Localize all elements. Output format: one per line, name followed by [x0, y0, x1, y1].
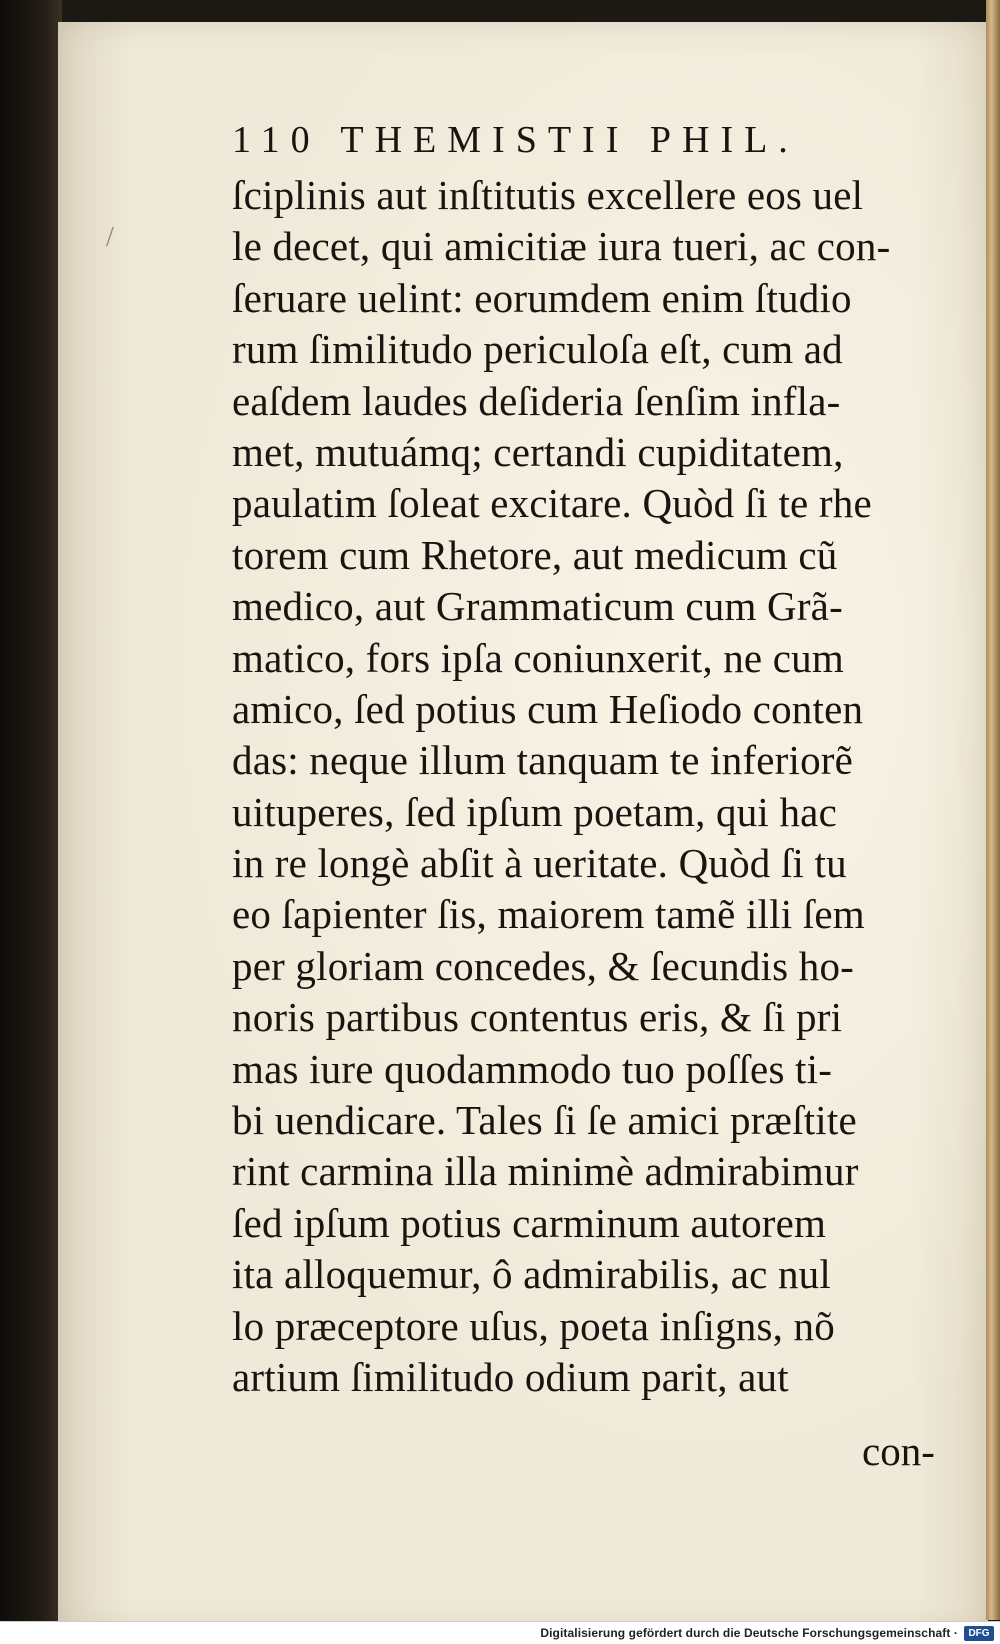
text-line: paulatim ſoleat excitare. Quòd ſi te rhe [232, 480, 872, 527]
text-line: lo præceptore uſus, poeta inſigns, nõ [232, 1302, 835, 1349]
text-line: ſed ipſum potius carminum autorem [232, 1199, 827, 1246]
text-line: rint carmina illa minimè admirabimur [232, 1148, 859, 1195]
scan-background-left [0, 0, 62, 1644]
text-line: rum ſimilitudo periculoſa eſt, cum ad [232, 326, 843, 373]
text-line: met, mutuámq; certandi cupiditatem, [232, 428, 844, 475]
text-line: noris partibus contentus eris, & ſi pri [232, 994, 843, 1041]
footer-bar [0, 1621, 1000, 1644]
catchword: con- [862, 1428, 935, 1474]
text-line: uituperes, ſed ipſum poetam, qui hac [232, 788, 837, 835]
text-line: artium ſimilitudo odium parit, aut [232, 1353, 789, 1400]
text-line: ita alloquemur, ô admirabilis, ac nul [232, 1251, 831, 1298]
text-line: eaſdem laudes deſideria ſenſim infla- [232, 377, 841, 424]
text-line: bi uendicare. Tales ſi ſe amici præſtite [232, 1097, 857, 1144]
text-line: le decet, qui amicitiæ iura tueri, ac con- [232, 223, 891, 270]
page-edge [986, 0, 1000, 1620]
text-line: ſciplinis aut inſtitutis excellere eos uel [232, 172, 864, 218]
text-line: per gloriam concedes, & ſecundis ho- [232, 942, 854, 989]
text-line: medico, aut Grammaticum cum Grã- [232, 583, 843, 630]
text-line: in re longè abſit à ueritate. Quòd ſi tu [232, 840, 847, 887]
dfg-logo-icon: DFG [964, 1626, 994, 1641]
margin-mark: / [106, 222, 114, 253]
digitization-credit: Digitalisierung gefördert durch die Deutsche Forschungsgemeinschaft · [540, 1626, 958, 1640]
text-line: mas iure quodammodo tuo poſſes ti- [232, 1045, 833, 1092]
text-line: amico, ſed potius cum Heſiodo conten [232, 685, 864, 732]
running-header: 110 THEMISTII PHIL. [232, 119, 799, 161]
text-line: das: neque illum tanquam te inferiorẽ [232, 737, 854, 784]
text-lines [232, 170, 952, 1403]
text-line: matico, fors ipſa coniunxerit, ne cum [232, 634, 844, 681]
text-line: ſeruare uelint: eorumdem enim ſtudio [232, 274, 852, 321]
text-line: eo ſapienter ſis, maiorem tamẽ illi ſem [232, 891, 865, 938]
page-text [232, 110, 952, 1403]
text-line: torem cum Rhetore, aut medicum cũ [232, 531, 838, 578]
